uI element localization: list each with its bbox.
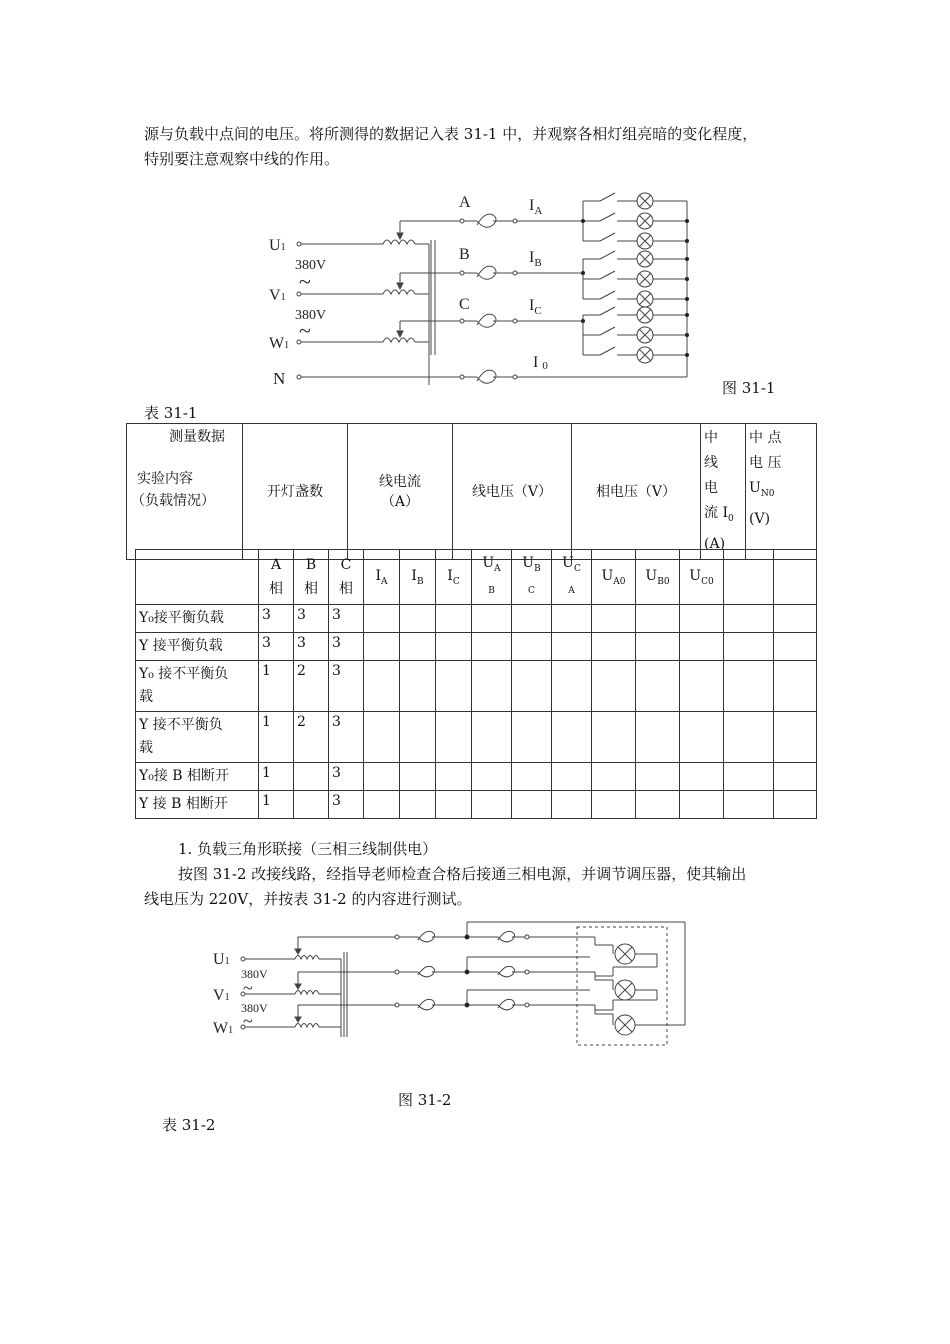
col-ib: $I_B$ (400, 550, 436, 605)
fig1-label-w: W1 (269, 335, 290, 352)
header-lamps: 开灯盏数 (243, 424, 348, 560)
header-load: （负载情况） (131, 493, 215, 509)
col-uc0: $U_{C0}$ (680, 550, 724, 605)
col-ubc: $U_B$ C (512, 550, 552, 605)
table-31-1-label: 表 31-1 (144, 404, 198, 422)
table-row: Y₀接 B 相断开 1 3 (136, 762, 817, 790)
section2-line-2: 线电压为 220V，并按表 31-2 的内容进行测试。 (144, 890, 472, 908)
col-ia: $I_A$ (364, 550, 400, 605)
intro-line-2: 特别要注意观察中线的作用。 (144, 150, 340, 168)
table-row: Y₀接平衡负载 3 3 3 (136, 604, 817, 632)
fig1-current-c: $I_C$ (529, 297, 542, 317)
fig1-label-u: U1 (269, 237, 286, 254)
table-row: Y 接不平衡负 载 1 2 3 (136, 711, 817, 762)
fig1-voltage-uv: 380V (295, 258, 327, 273)
fig1-current-b: $I_B$ (529, 249, 542, 269)
header-content-cell (127, 424, 243, 560)
fig1-current-neutral: I 0 (533, 354, 548, 372)
table-row: Y₀ 接不平衡负 载 1 2 3 (136, 660, 817, 711)
col-c-phase: C 相 (329, 550, 364, 605)
fig2-voltage-uv: 380V (241, 967, 268, 981)
fig1-voltage-vw: 380V (295, 308, 327, 323)
section2-heading: 1. 负载三角形联接（三相三线制供电） (178, 840, 438, 858)
header-line-voltage: 线电压（V） (453, 424, 572, 560)
col-uca: $U_C$ A (552, 550, 592, 605)
figure-31-1-circuit (255, 185, 785, 400)
col-a-phase: A 相 (259, 550, 294, 605)
fig1-tilde-vw: ~ (299, 318, 311, 343)
fig1-label-n: N (273, 369, 286, 388)
table-31-1-header (126, 423, 817, 560)
table-31-1-data (135, 549, 817, 819)
figure-31-2-caption: 图 31-2 (398, 1091, 452, 1109)
intro-line-1: 源与负载中点间的电压。将所测得的数据记入表 31-1 中，并观察各相灯组亮暗的变化程度， (144, 125, 758, 143)
fig2-label-u: U1 (213, 951, 230, 968)
fig2-label-v: V1 (213, 987, 230, 1004)
col-ub0: $U_{B0}$ (636, 550, 680, 605)
table-31-2-label: 表 31-2 (162, 1116, 216, 1134)
header-neutral-voltage: 中 点 电 压 $U_{N0}$ (V) (746, 424, 817, 560)
col-uab: $U_A$ B (472, 550, 512, 605)
col-b-phase: B 相 (294, 550, 329, 605)
fig1-label-v: V1 (269, 287, 286, 304)
table-row: Y 接 B 相断开 1 3 (136, 790, 817, 818)
header-neutral-current: 中 线 电 流 $I_0$ (A) (701, 424, 746, 560)
header-phase-voltage: 相电压（V） (572, 424, 701, 560)
header-measure: 测量数据 (169, 429, 225, 445)
header-content: 实验内容 (137, 471, 193, 487)
fig1-tilde-uv: ~ (299, 269, 311, 294)
fig1-phase-c: C (459, 296, 470, 313)
col-ua0: $U_{A0}$ (592, 550, 636, 605)
col-ic: $I_C$ (436, 550, 472, 605)
fig1-current-a: $I_A$ (529, 197, 543, 217)
fig1-phase-b: B (459, 246, 470, 263)
header-line-current: 线电流 （A） (348, 424, 453, 560)
fig2-tilde-uv: ~ (243, 978, 253, 998)
figure-31-2-circuit (205, 912, 700, 1052)
figure-31-1-caption: 图 31-1 (722, 379, 776, 397)
fig2-voltage-vw: 380V (241, 1001, 268, 1015)
fig2-label-w: W1 (213, 1020, 234, 1037)
section2-body (144, 862, 746, 912)
fig2-tilde-vw: ~ (243, 1011, 253, 1031)
section2-line-1: 按图 31-2 改接线路，经指导老师检查合格后接通三相电源，并调节调压器，使其输出 (178, 865, 747, 883)
fig1-phase-a: A (459, 194, 471, 211)
intro-paragraph (144, 122, 757, 172)
table-row: Y 接平衡负载 3 3 3 (136, 632, 817, 660)
